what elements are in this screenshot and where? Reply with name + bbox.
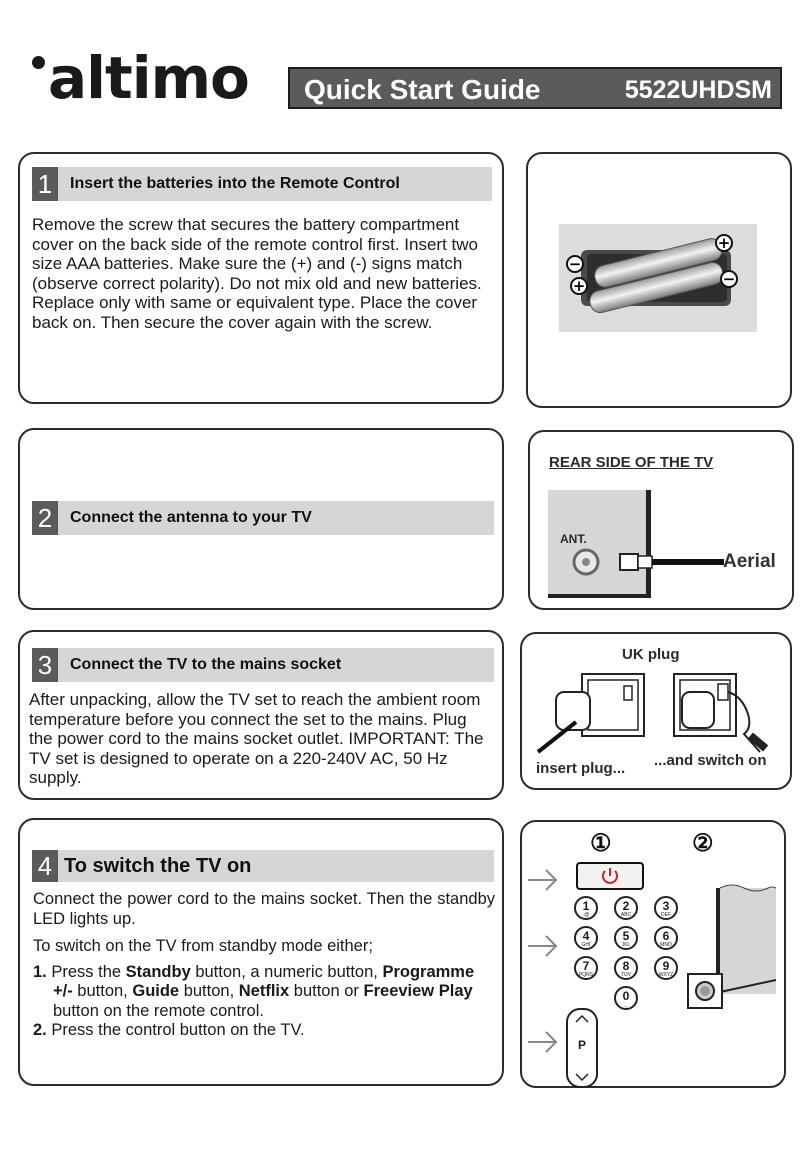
step2-image-panel xyxy=(528,430,794,610)
numeric-keypad xyxy=(564,896,694,1024)
step4-header xyxy=(32,850,494,882)
item1-d: Programme +/- xyxy=(53,962,475,1000)
power-icon xyxy=(578,864,642,888)
svg-text:−: − xyxy=(722,270,736,288)
item1-i: button or xyxy=(289,982,364,1000)
step3-number: 3 xyxy=(32,648,58,682)
arrow-2-icon xyxy=(528,936,556,956)
model-number: 5522UHDSM xyxy=(624,76,772,104)
title-banner xyxy=(288,67,782,109)
key-letters: ABC xyxy=(620,912,632,918)
logo-dot xyxy=(32,56,45,69)
item1-b: Standby xyxy=(125,962,191,981)
step2-header xyxy=(32,501,494,535)
logo-text: altimo xyxy=(48,44,249,112)
step1-panel xyxy=(18,152,504,404)
step1-image-panel xyxy=(526,152,792,408)
key-digit: 1 xyxy=(582,899,590,913)
item1-number: 1. xyxy=(33,962,47,981)
key-7[interactable] xyxy=(574,956,598,980)
key-digit: 6 xyxy=(662,929,670,943)
item1-h: Netflix xyxy=(238,982,290,1000)
p-label: P xyxy=(577,1038,586,1052)
key-digit: 5 xyxy=(622,929,630,943)
battery-compartment-illustration xyxy=(559,224,759,334)
key-digit: 2 xyxy=(622,899,630,913)
key-digit: 8 xyxy=(622,959,630,973)
key-digit: 3 xyxy=(662,899,670,913)
key-letters: WXYZ xyxy=(658,972,674,978)
step4-para2: To switch on the TV from standby mode either; xyxy=(33,937,373,955)
step1-text: Remove the screw that secures the battery compartment cover on the back side of the remote control first. Insert two size AAA batteries. Make sure the (+) and (-) signs match (observe correct polarity). Do not mix old and new batteries. Replace only with same or equivalent type. Place the cover back on. Then secure the cover again with the screw. xyxy=(32,215,482,332)
item2-text: Press the control button on the TV. xyxy=(51,1021,305,1039)
key-letters: DEF xyxy=(661,912,671,918)
uk-plug-heading: UK plug xyxy=(622,646,680,663)
item2-number: 2. xyxy=(33,1021,47,1039)
key-6[interactable] xyxy=(654,926,678,950)
step3-panel xyxy=(18,630,504,800)
standby-button[interactable] xyxy=(576,862,644,890)
item1-k: button on the remote control. xyxy=(53,1001,264,1020)
uk-plug-illustration xyxy=(534,666,784,761)
step3-image-panel xyxy=(520,632,792,790)
step2-panel xyxy=(18,428,504,610)
step4-image-panel xyxy=(520,820,786,1088)
key-8[interactable] xyxy=(614,956,638,980)
item1-f: Guide xyxy=(132,982,180,1000)
step2-title: Connect the antenna to your TV xyxy=(70,509,312,526)
item1-e: button, xyxy=(72,982,133,1000)
key-3[interactable] xyxy=(654,896,678,920)
step3-header xyxy=(32,648,494,682)
key-letters: GHI xyxy=(581,942,591,948)
step4-para1: Connect the power cord to the mains socket. Then the standby LED lights up. xyxy=(33,890,495,928)
key-letters: TUV xyxy=(621,972,631,978)
key-letters: MNO xyxy=(660,942,672,948)
step4-item1 xyxy=(33,963,495,1022)
insert-plug-caption: insert plug... xyxy=(536,760,626,777)
key-digit: 7 xyxy=(582,959,590,973)
step4-body xyxy=(33,890,495,1041)
svg-text:+: + xyxy=(717,234,731,252)
step4-item2 xyxy=(33,1021,495,1041)
key-5[interactable] xyxy=(614,926,638,950)
key-digit: 4 xyxy=(582,929,590,943)
guide-title: Quick Start Guide xyxy=(304,74,541,105)
step4-panel xyxy=(18,818,504,1086)
key-letters: PQRS xyxy=(578,972,594,978)
step1-number: 1 xyxy=(32,167,58,201)
key-4[interactable] xyxy=(574,926,598,950)
step4-title: To switch the TV on xyxy=(64,855,252,877)
key-0[interactable] xyxy=(614,986,638,1010)
rear-side-heading: REAR SIDE OF THE TV xyxy=(549,454,714,471)
arrows-column xyxy=(524,862,562,1112)
brand-logo xyxy=(30,42,275,114)
key-1[interactable] xyxy=(574,896,598,920)
item1-g: button, xyxy=(179,982,239,1000)
svg-text:+: + xyxy=(572,277,586,295)
svg-text:−: − xyxy=(568,255,582,273)
step3-title: Connect the TV to the mains socket xyxy=(70,656,342,673)
item1-a: Press the xyxy=(51,962,126,981)
key-letters: JKL xyxy=(621,942,631,948)
key-letters: .@ xyxy=(582,912,590,918)
programme-rocker[interactable] xyxy=(566,1008,598,1088)
key-digit: 0 xyxy=(622,989,630,1003)
marker-1: ① xyxy=(590,828,612,857)
key-letters: _ xyxy=(624,1002,628,1008)
item1-c: button, a numeric button, xyxy=(190,962,383,981)
marker-2: ② xyxy=(692,828,714,857)
key-digit: 9 xyxy=(662,959,670,973)
key-9[interactable] xyxy=(654,956,678,980)
arrow-1-icon xyxy=(528,870,556,890)
item1-j: Freeview Play xyxy=(363,982,473,1000)
step1-title: Insert the batteries into the Remote Control xyxy=(70,175,400,192)
ant-label: ANT. xyxy=(560,532,587,546)
step4-number: 4 xyxy=(32,850,58,882)
step1-header xyxy=(32,167,492,201)
arrow-3-icon xyxy=(528,1032,556,1052)
switch-on-caption: ...and switch on xyxy=(654,752,767,769)
step3-text: After unpacking, allow the TV set to reach the ambient room temperature before you connect the set to the mains. Plug the power cord to the mains socket outlet. IMPORTANT: The TV set is designed to operate on a 220-240V AC, 50 Hz supply. xyxy=(29,690,484,787)
tv-side-illustration xyxy=(686,876,776,1016)
key-2[interactable] xyxy=(614,896,638,920)
step2-number: 2 xyxy=(32,501,58,535)
aerial-label: Aerial xyxy=(723,551,776,572)
